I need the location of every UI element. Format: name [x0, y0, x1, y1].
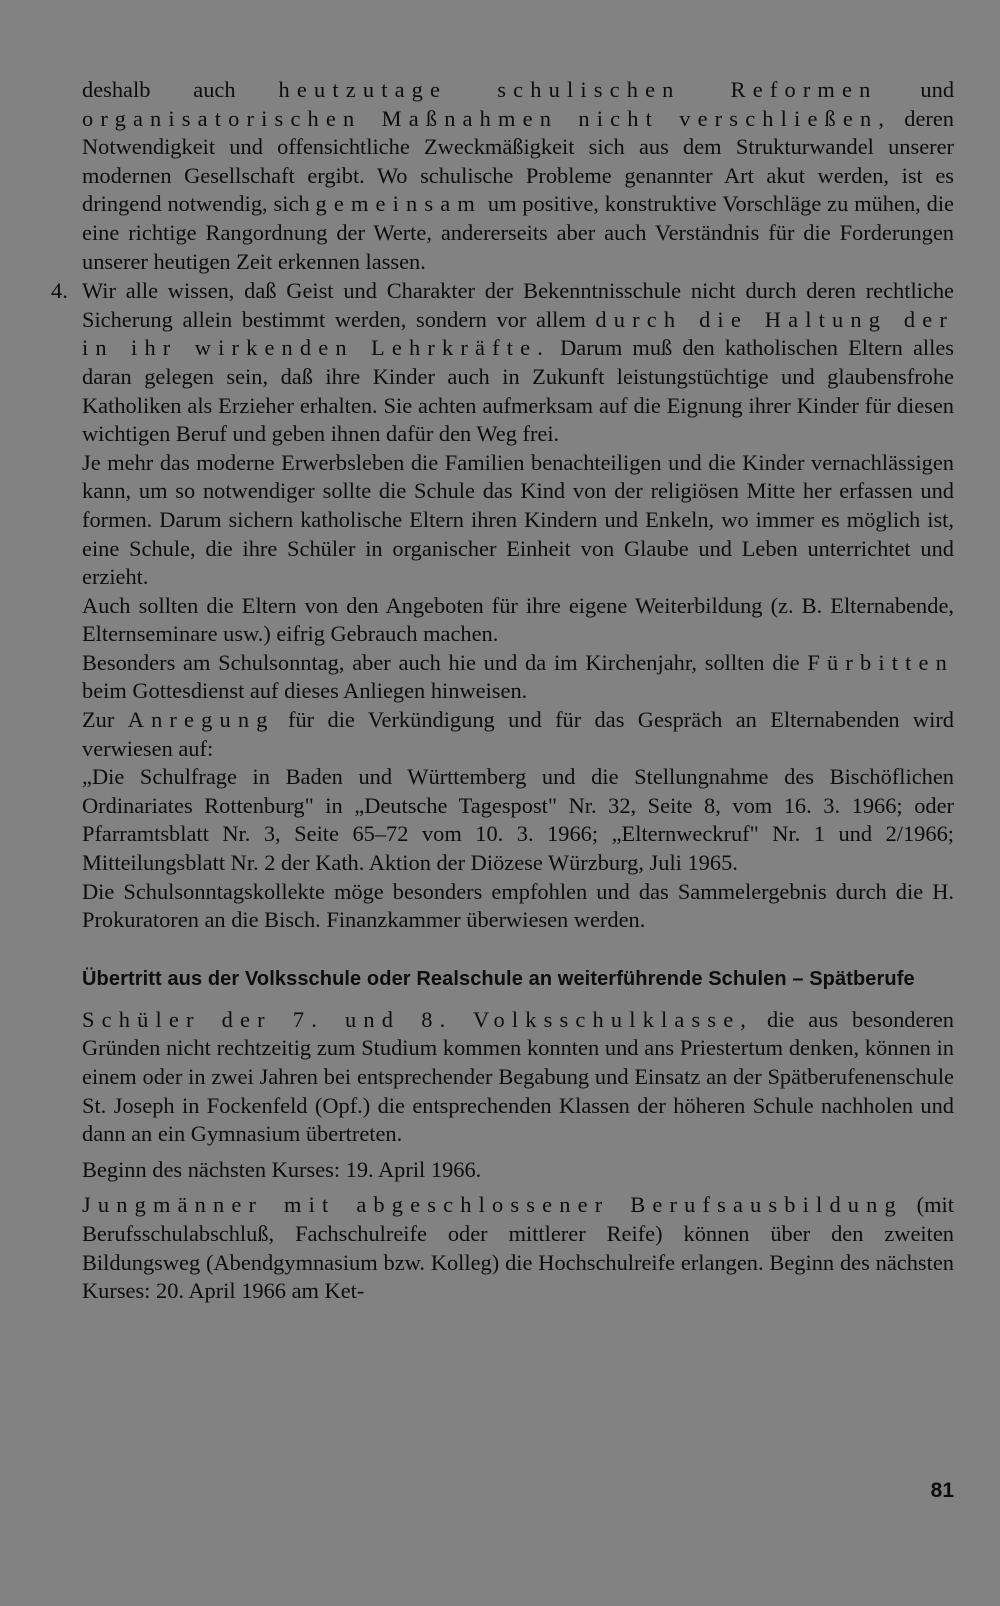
text-run: um positive, konstruktive Vorschläge zu mühen, die eine richtige Rangordnung der Werte, andererseits aber auch Verständnis für die Forderungen unserer heutigen Zeit erkennen lassen.	[82, 191, 954, 274]
page-body	[51, 76, 955, 1306]
text-run: Besonders am Schulsonntag, aber auch hie und da im Kirchenjahr, sollten die	[82, 649, 800, 675]
spaced-text: Jungmänner mit abgeschlossener Berufsausbildung	[82, 1192, 903, 1218]
spaced-text: heutzutage schulischen Reformen	[278, 77, 878, 102]
page-number: 81	[930, 1479, 954, 1502]
text-run: Wir alle wissen, daß Geist und Charakter der Bekenntnisschule nicht durch deren rechtliche Sicherung allein bestimmt werden, sondern vor allem	[82, 278, 954, 332]
text-run: die aus besonderen Gründen nicht rechtzeitig zum Studium kommen konnten und ans Priestertum denken, können in einem oder in zwei Jahren bei entsprechender Begabung und Einsatz an der Spätberufenenschule St. Joseph in Fockenfeld (Opf.) die entsprechenden Klassen der höheren Schule nachholen und dann an ein Gymnasium übertreten.	[82, 1006, 954, 1147]
paragraph-weiterbildung: Auch sollten die Eltern von den Angeboten für ihre eigene Weiterbildung (z. B. Elternabende, Elternseminare usw.) eifrig Gebrauch machen.	[82, 592, 954, 647]
paragraph-kursbeginn: Beginn des nächsten Kurses: 19. April 1966.	[82, 1156, 482, 1182]
text-run: und	[920, 77, 955, 102]
text-run: deren Notwendigkeit und offensichtliche Zweckmäßigkeit sich aus dem Strukturwandel unserer modernen Gesellschaft ergibt. Wo schulische Probleme genannter Art akut werden, ist es dringend notwendig, sich	[82, 105, 954, 217]
section-heading: Übertritt aus der Volksschule oder Realschule an weiterführende Schulen – Spätberufe	[82, 967, 915, 990]
text-run: für die Verkündigung und für das Gespräch an Elternabenden wird verwiesen auf:	[82, 707, 954, 761]
paragraph-erwerbsleben: Je mehr das moderne Erwerbsleben die Familien benachteiligen und die Kinder vernachlässigen kann, um so notwendiger sollte die Schule das Kind von der religiösen Mitte her erfassen und formen. Darum sichern katholische Eltern ihren Kindern und Enkeln, wo immer es möglich ist, eine Schule, die ihre Schüler in organischer Einheit von Glaube und Leben unterrichtet und erzieht.	[82, 449, 954, 590]
spaced-text: Anregung	[127, 707, 275, 733]
paragraph-references: „Die Schulfrage in Baden und Württemberg und die Stellungnahme des Bischöflichen Ordinariates Rottenburg" in „Deutsche Tagespost" Nr. 32, Seite 8, vom 16. 3. 1966; oder Pfarramtsblatt Nr. 3, Seite 65–72 vom 10. 3. 1966; „Elternweckruf" Nr. 1 und 2/1966; Mitteilungsblatt Nr. 2 der Kath. Aktion der Diözese Würzburg, Juli 1965.	[82, 764, 954, 876]
spaced-text: Schüler der 7. und 8. Volksschulklasse,	[82, 1006, 754, 1032]
paragraph-schulsonntag	[82, 649, 954, 706]
spaced-text: Fürbitten	[807, 649, 954, 675]
text-run: (mit Berufsschulabschluß, Fachschulreife oder mittlerer Reife) können über den zweiten Bildungsweg (Abendgymnasium bzw. Kolleg) die Hochschulreife erlangen. Beginn des nächsten Kurses: 20. April 1966 am Ket-	[82, 1192, 954, 1304]
paragraph-jungmaenner	[82, 1191, 954, 1305]
list-number: 4.	[51, 278, 68, 304]
paragraph-kollekte: Die Schulsonntagskollekte möge besonders empfohlen und das Sammelergebnis durch die H. Prokuratoren an die Bisch. Finanzkammer überwiesen werden.	[82, 878, 954, 933]
list-item-4	[51, 277, 954, 449]
spaced-text: durch die Haltung der in ihr wirkenden Lehrkräfte.	[82, 306, 954, 361]
spaced-text: gemeinsam	[315, 191, 482, 217]
paragraph-reformen	[82, 76, 954, 276]
text-run: Darum muß den katholischen Eltern alles daran gelegen sein, daß ihre Kinder auch in Zukunft leistungstüchtige und glaubensfrohe Katholiken als Erzieher erhalten. Sie achten aufmerksam auf die Eignung ihrer Kinder für diesen wichtigen Beruf und geben ihnen dafür den Weg frei.	[82, 335, 954, 447]
text-run: Zur	[82, 707, 115, 733]
paragraph-volksschulklasse	[82, 1006, 954, 1149]
section-spaetberufe	[82, 1006, 954, 1306]
spaced-text: organisatorischen Maßnahmen nicht verschließen,	[82, 105, 892, 131]
text-run: beim Gottesdienst auf dieses Anliegen hinweisen.	[82, 678, 528, 704]
paragraph-anregung	[82, 706, 954, 763]
text-run: deshalb auch	[82, 77, 236, 102]
section-elternschaft	[51, 76, 955, 935]
